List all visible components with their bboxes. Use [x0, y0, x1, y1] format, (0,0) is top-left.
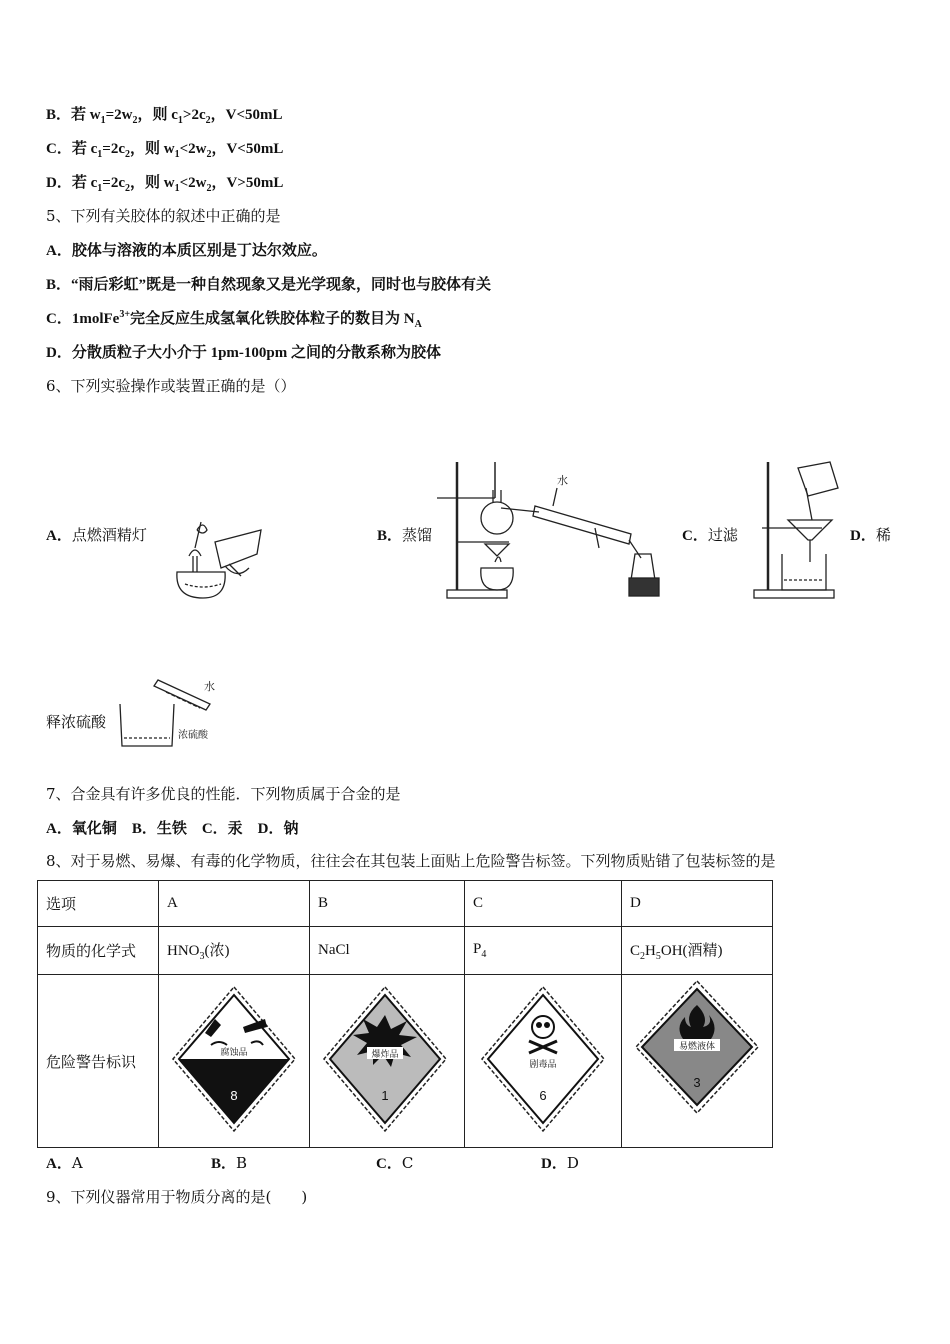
q7-options: A．氧化铜 B．生铁 C．汞 D．钠	[46, 821, 299, 837]
water-inlet-label: 水	[557, 474, 568, 487]
option-a: A	[159, 881, 310, 927]
alcohol-lamp-lighting-figure	[165, 508, 275, 603]
q6-stem: 6、下列实验操作或装置正确的是（）	[46, 377, 296, 395]
q9-stem: 9、下列仪器常用于物质分离的是( )	[46, 1188, 308, 1206]
q5-option-c: C．1molFe$^{3+}$完全反应生成氢氧化铁胶体粒子的数目为 $N_A$	[46, 309, 422, 330]
q7-stem: 7、合金具有许多优良的性能．下列物质属于合金的是	[46, 785, 401, 803]
q4-option-c: C．若 $c_1=2c_2$，则 $w_1<2w_2$，V<50mL	[46, 141, 284, 160]
filtration-apparatus-figure	[748, 458, 843, 603]
funnel	[788, 520, 832, 540]
flammable-liquid-icon	[622, 975, 772, 1143]
beaker	[782, 554, 826, 590]
label-b-cell	[310, 975, 465, 1148]
corrosive-icon	[159, 975, 309, 1143]
q4-option-d: D．若 $c_1=2c_2$，则 $w_1<2w_2$，V>50mL	[46, 175, 284, 194]
c-stand-base	[754, 590, 834, 598]
formula-d: $C_2H_5OH$(酒精)	[622, 927, 773, 975]
formula-a: $HNO_3$(浓)	[159, 927, 310, 975]
flammable-num: 3	[693, 1075, 701, 1090]
q6-option-b-label: B．蒸馏	[377, 526, 433, 544]
q6-option-d-continued: 释浓硫酸	[46, 713, 107, 731]
distillation-apparatus-figure	[435, 458, 665, 603]
stand-base	[447, 590, 507, 598]
d-beaker	[120, 704, 174, 746]
header-label: 危险警告标识	[38, 975, 159, 1148]
condenser	[533, 506, 631, 544]
q5-stem: 5、下列有关胶体的叙述中正确的是	[46, 207, 281, 225]
option-b: B	[310, 881, 465, 927]
hazard-table	[37, 880, 773, 1148]
q8-stem: 8、对于易燃、易爆、有毒的化学物质，往往会在其包装上面贴上危险警告标签。下列物质贴错了包装标签的是	[46, 852, 776, 870]
label-c-cell	[465, 975, 622, 1148]
toxic-name: 剧毒品	[529, 1060, 557, 1070]
acid-label: 浓硫酸	[178, 730, 208, 741]
pouring-beaker	[798, 462, 838, 496]
test-tube	[154, 680, 210, 710]
q6-option-a-label: A．点燃酒精灯	[46, 526, 147, 544]
table-row	[38, 881, 773, 927]
lamp-a-body	[177, 572, 225, 598]
dilution-figure	[118, 678, 228, 750]
q5-option-b: B．“雨后彩虹”既是一种自然现象又是光学现象，同时也与胶体有关	[46, 277, 492, 293]
receiver-flask	[631, 554, 655, 580]
b-alcohol-lamp	[481, 568, 513, 590]
q6-option-d-label: D．稀	[850, 526, 891, 544]
q8-answer-b: B．B	[211, 1154, 248, 1172]
explosive-num: 1	[381, 1088, 389, 1103]
q8-answer-a: A．A	[46, 1154, 83, 1172]
distilling-flask	[481, 502, 513, 534]
header-formula: 物质的化学式	[38, 927, 159, 975]
table-row	[38, 975, 773, 1148]
toxic-num: 6	[539, 1088, 547, 1103]
q4-option-b: B．若 $w_1=2w_2$，则 $c_1>2c_2$，V<50mL	[46, 107, 283, 126]
label-a-cell	[159, 975, 310, 1148]
corrosive-num: 8	[230, 1088, 238, 1103]
corrosive-name: 腐蚀品	[220, 1048, 248, 1058]
flammable-name: 易燃液体	[678, 1042, 716, 1052]
option-c: C	[465, 881, 622, 927]
q8-answer-c: C．C	[376, 1154, 414, 1172]
q5-option-d: D．分散质粒子大小介于 1pm-100pm 之间的分散系称为胶体	[46, 345, 442, 361]
explosive-name: 爆炸品	[371, 1050, 399, 1060]
header-option: 选项	[38, 881, 159, 927]
q8-answer-d: D．D	[541, 1154, 579, 1172]
option-d: D	[622, 881, 773, 927]
q6-option-c-label: C．过滤	[682, 526, 738, 544]
dilution-water-label: 水	[204, 680, 215, 693]
formula-c: $P_4$	[465, 927, 622, 975]
label-d-cell	[622, 975, 773, 1148]
lamp-b-tilted	[215, 530, 261, 568]
q5-option-a: A．胶体与溶液的本质区别是丁达尔效应。	[46, 243, 327, 259]
explosive-icon	[310, 975, 460, 1143]
table-row	[38, 927, 773, 975]
toxic-icon	[465, 975, 620, 1143]
formula-b: NaCl	[310, 927, 465, 975]
